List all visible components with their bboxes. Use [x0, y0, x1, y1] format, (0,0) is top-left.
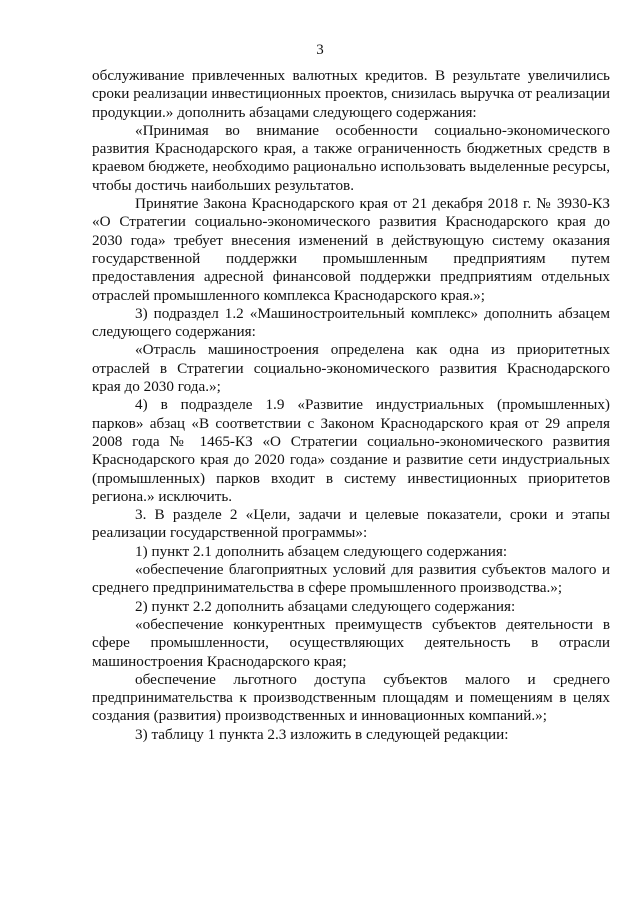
- paragraph-continuation: обслуживание привлеченных валютных кредитов. В результате увеличились сроки реализации инвестиционных проектов, снизилась выручка от реализации продукции.» дополнить абзацами следующего содержания:: [92, 67, 610, 121]
- paragraph-item-4-subsection: 4) в подразделе 1.9 «Развитие индустриальных (промышленных) парков» абзац «В соответствии с Законом Краснодарского края от 29 апреля 2008 года № 1465-КЗ «О Стратегии социально-экономического развития Краснодарского края до 2020 года» создание и развитие сети индустриальных (промышленных) парков входит в систему инвестиционных приоритетов региона.» исключить.: [92, 396, 610, 505]
- paragraph-quote-sme: «обеспечение благоприятных условий для развития субъектов малого и среднего предпринимательства в сфере промышленного производства.»;: [92, 561, 610, 597]
- paragraph-quote-machinery: «Отрасль машиностроения определена как одна из приоритетных отраслей в Стратегии социально-экономического развития Краснодарского края до 2030 года.»;: [92, 341, 610, 396]
- paragraph-quote-budget: «Принимая во внимание особенности социально-экономического развития Краснодарского края, а также ограниченность бюджетных средств в краевом бюджете, необходимо рационально использовать выделенные ресурсы, чтобы достичь наибольших результатов.: [92, 121, 610, 194]
- paragraph-strategy-law: Принятие Закона Краснодарского края от 21 декабря 2018 г. № 3930-КЗ «О Стратегии социально-экономического развития Краснодарского края до 2030 года» требует внесения изменений в действующую систему оказания государственной поддержки промышленным предприятиям путем предоставления адресной финансовой поддержки предприятиям отдельных отраслей промышленного комплекса Краснодарского края.»;: [92, 195, 610, 304]
- paragraph-point-2-1: 1) пункт 2.1 дополнить абзацем следующего содержания:: [135, 542, 508, 560]
- paragraph-table-1: 3) таблицу 1 пункта 2.3 изложить в следующей редакции:: [135, 725, 509, 743]
- paragraph-item-3-subsection: 3) подраздел 1.2 «Машиностроительный комплекс» дополнить абзацем следующего содержания:: [92, 304, 610, 341]
- document-body: [92, 67, 610, 744]
- paragraph-quote-competitive: «обеспечение конкурентных преимуществ субъектов деятельности в сфере промышленности, осуществляющих деятельность в отрасли машиностроения Краснодарского края;: [92, 615, 610, 670]
- paragraph-point-2-2: 2) пункт 2.2 дополнить абзацами следующего содержания:: [135, 597, 516, 615]
- page-number: 3: [316, 42, 324, 58]
- paragraph-section-2: 3. В разделе 2 «Цели, задачи и целевые показатели, сроки и этапы реализации государственной программы»:: [92, 506, 610, 542]
- paragraph-preferential-access: обеспечение льготного доступа субъектов малого и среднего предпринимательства к производственным площадям и помещениям в целях создания (развития) производственных и инновационных компаний.»;: [92, 670, 610, 725]
